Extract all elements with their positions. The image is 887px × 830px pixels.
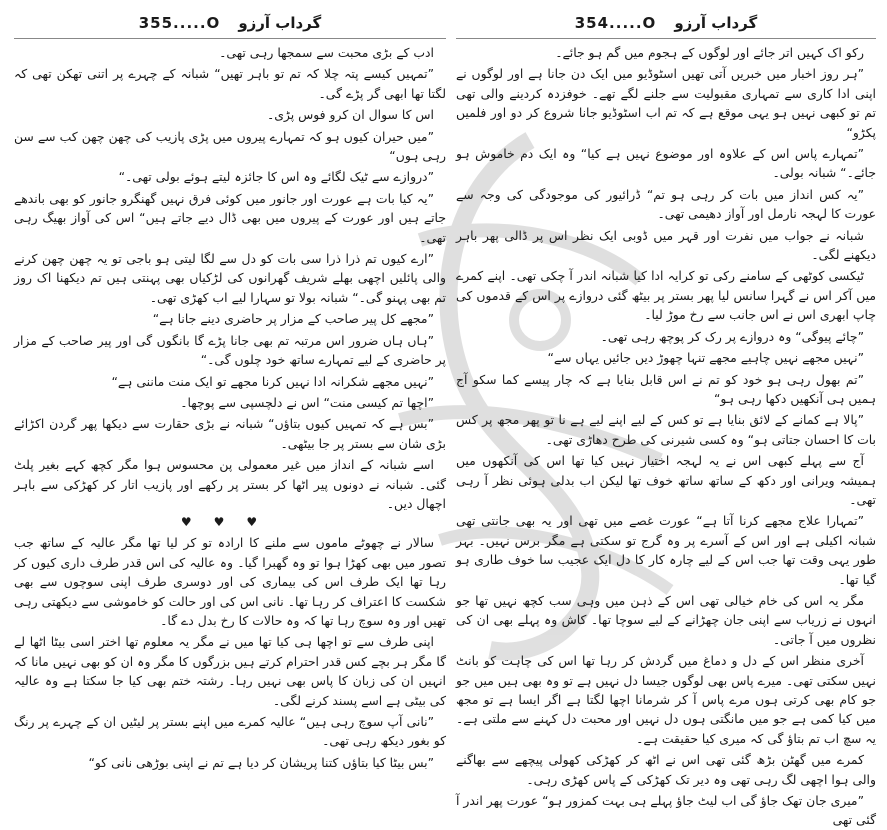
- paragraph: ”نہیں مجھے شکرانہ ادا نہیں کرنا مجھے تو ایک منت ماننی ہے“: [111, 373, 434, 389]
- paragraph: ”مجھے کل پیر صاحب کے مزار پر حاضری دینے جانا ہے“: [152, 311, 434, 327]
- paragraph: ”اچھا تم کیسی منت“ اس نے دلچسپی سے پوچھا۔: [180, 394, 434, 410]
- paragraph: ”میری جان تھک جاؤ گی اب لیٹ جاؤ پہلے ہی بہت کمزور ہو“ عورت پھر اندر آ گئی تھی: [456, 793, 876, 828]
- paragraph: ”تمہارے پاس اس کے علاوہ اور موضوع نہیں ہے کیا“ وہ ایک دم خاموش ہو جائے۔“ شبانہ بولی۔: [456, 146, 876, 181]
- paragraph: اپنی طرف سے تو اچھا ہی کیا تھا میں نے مگر یہ معلوم تھا اختر اسی بیٹا اٹھا لے گا مگر ہر بچے کس قدر احترام کرتے ہیں بزرگوں کا مگر وہ ان کو بھی نہیں مانا کہ انہیں ان کی زبان کا پاس بھی نہیں رہا۔ رشتہ ختم بھی کیا جا سکتا ہے وہ عالیہ کی بیٹی ہے اسے پسند کرنے لگی۔: [14, 634, 446, 708]
- paragraph: ”بس بیٹا کیا بتاؤں کتنا پریشان کر دیا ہے تم نے اپنی بوڑھی نانی کو“: [88, 754, 434, 770]
- paragraph: آخری منظر اس کے دل و دماغ میں گردش کر رہا تھا اس کی چاہت کو بانٹ نہیں سکتی تھی۔ میرے پاس بھی لوگوں جیسا دل نہیں ہے تو وہ بھی ہیں میں جو جو کام بھی کرتی ہوں مرے پاس آ کر شرمانا اچھا لگتا ہے اگر ایسا ہے تو مجھ میں کیا کمی ہے جو میں مانگتی ہوں دل نہیں اور محبت دل کہنے سے ملتی ہے۔ یہ سچ اب تم بتاؤ گی کہ میری کیا حقیقت ہے۔: [456, 653, 876, 746]
- section-divider: ♥♥♥: [180, 515, 280, 530]
- paragraph: ”نانی آپ سوچ رہی ہیں“ عالیہ کمرے میں اپنے بستر پر لیٹیں ان کے چہرے پر رنگ کو بغور دیکھ رہی تھی۔: [14, 714, 446, 749]
- paragraph: رکو اک کہیں اتر جائے اور لوگوں کے ہجوم میں گم ہو جائے۔: [555, 45, 864, 60]
- paragraph: ”نہیں مجھے نہیں چاہیے مجھے تنہا چھوڑ دیں جائیں یہاں سے“: [547, 350, 864, 366]
- paragraph: ”دروازے سے ٹیک لگائے وہ اس کا جائزہ لیتے ہوئے بولی تھی۔“: [118, 169, 434, 185]
- paragraph: ”تمہیں کیسے پتہ چلا کہ تم تو باہر تھیں“ شبانہ کے چہرے پر اتنی تھکن تھی کہ لگتا تھا ابھی گر پڑے گی۔: [14, 66, 446, 101]
- left-page: [14, 8, 446, 770]
- paragraph: ”ارے کیوں تم ذرا ذرا سی بات کو دل سے لگا لیتی ہو باجی تو یہ چھن چھن کرنے والی پائلیں اچھی بھلے شریف گھرانوں کی لڑکیاں بھی پہنتی ہیں تم دیکھنا اک روز تم بھی پہنو گی۔“ شبانہ بولا تو سہارا لیے اب کھڑی تھی۔: [14, 251, 446, 305]
- paragraph: اسے شبانہ کے انداز میں غیر معمولی پن محسوس ہوا مگر کچھ کہے بغیر پلٹ گئی۔ شبانہ نے دونوں پیر اٹھا کر بستر پر رکھے اور پازیب اتار کر کھڑکی سے باہر اچھال دیں۔: [14, 457, 446, 511]
- paragraph: ”ہاں ہاں ضرور اس مرتبہ تم بھی جانا پڑے گا بانگوں گی اور پیر صاحب کے مزار پر حاضری کے لیے تمہارے ساتھ خود چلوں گی۔“: [14, 332, 446, 368]
- book-title: گرداب آرزو: [238, 14, 322, 32]
- page-number: 355.....O: [138, 14, 221, 32]
- paragraph: ”ہر روز اخبار میں خبریں آتی تھیں اسٹوڈیو میں ایک دن جانا ہے اور لوگوں نے اپنی ادا کاری سے تمہاری مقبولیت سے جلنے لگے تھے۔ خوفزدہ کردینے والی تھی تم تو کبھی نہیں ہو یہی موقع ہے کہ تم اب اسٹوڈیو جانا شروع کر دو اور فلمیں پکڑو“: [456, 66, 876, 140]
- paragraph: سالار نے چھوٹے ماموں سے ملنے کا ارادہ تو کر لیا تھا مگر عالیہ کے ساتھ جب تصور میں بھی کھڑا ہوا تو وہ گھبرا گیا۔ وہ عالیہ کی اس قدر طرف داری کیوں کر رہا تھا ایک طرف اس کی بیماری کی اور دوسری طرف اپنی سوچوں سے بھی شکست کا اعتراف کر رہا تھا۔ نانی اس کی اور حالت کو خاموشی سے دیکھتی رہی تھیں اور وہ سوچ رہا تھا کہ وہ حالات کا رخ بدل دے گا۔: [14, 535, 446, 628]
- page-header: [456, 8, 876, 39]
- paragraph: ”پالا ہے کمانے کے لائق بنایا ہے تو کس کے لیے اپنے لیے ہے نا تو پھر مجھ پر کس بات کا احسان جتاتی ہو“ وہ کسی شیرنی کی طرح دھاڑی تھی۔: [456, 412, 876, 447]
- paragraph: ”یہ کیا بات ہے عورت اور جانور میں کوئی فرق نہیں گھنگرو جانور کو بھی باندھے جاتے ہیں اور عورت کے پیروں میں بھی ڈال دیے جاتے ہیں“ اس کی آواز بھیگ رہی تھی۔: [14, 190, 446, 245]
- page-header: [14, 8, 446, 39]
- paragraph: ”یہ کس انداز میں بات کر رہی ہو تم“ ڈرائیور کی موجودگی کی وجہ سے عورت کا لہجہ نارمل اور آواز دھیمی تھی۔: [456, 186, 876, 222]
- book-title: گرداب آرزو: [674, 14, 758, 32]
- right-page: [456, 8, 876, 828]
- paragraph: آج سے پہلے کبھی اس نے یہ لہجہ اختیار نہیں کیا تھا اس کی آنکھوں میں ہمیشہ ویرانی اور دکھ کے ساتھ ساتھ خوف تھا لیکن اب بدلی ہوئی نظر آ رہی تھی۔: [456, 453, 876, 507]
- paragraph: ”بس ہے کہ تمہیں کیوں بتاؤں“ شبانہ نے بڑی حقارت سے دیکھا پھر گردن اکڑائے بڑی شان سے بستر پر جا بیٹھی۔: [14, 416, 446, 451]
- paragraph: اس کا سوال ان کرو فوس پڑی۔: [266, 107, 434, 123]
- paragraph: ادب کے بڑی محبت سے سمجھا رہی تھی۔: [219, 45, 434, 60]
- paragraph: مگر یہ اس کی خام خیالی تھی اس کے ذہن میں وہی سب کچھ نہیں تھا جو انہوں نے زریاب سے اپنی جان چھڑانے کے لیے سوچا تھا۔ کاش وہ پہلے بھی ان کی نظروں میں آ جاتی۔: [456, 592, 876, 647]
- paragraph: ٹیکسی کوٹھی کے سامنے رکی تو کرایہ ادا کیا شبانہ اندر آ چکی تھی۔ اپنے کمرے میں آکر اس نے گہرا سانس لیا پھر بستر پر بیٹھ گئی دروازے پر اس کے قدموں کی چاپ ابھری اس نے اس جانب سے رخ موڑ لیا۔: [456, 268, 876, 323]
- paragraph: شبانہ نے جواب میں نفرت اور قہر میں ڈوبی ایک نظر اس پر ڈالی پھر باہر دیکھنے لگی۔: [456, 227, 876, 263]
- paragraph: ”چائے پیوگی“ وہ دروازے پر رک کر پوچھ رہی تھی۔: [600, 328, 864, 344]
- paragraph: ”تم بھول رہی ہو خود کو تم نے اس قابل بنایا ہے کہ چار پیسے کما سکو آج ہمیں ہی آنکھیں دکھا رہی ہو“: [456, 371, 876, 406]
- page-number: 354.....O: [574, 14, 657, 32]
- paragraph: کمرے میں گھٹن بڑھ گئی تھی اس نے اٹھ کر کھڑکی کھولی پیچھے سے بھاگنے والی ہوا اچھی لگ رہی تھی وہ دیر تک کھڑکی کے پاس کھڑی رہی۔: [456, 752, 876, 787]
- paragraph: ”میں حیران کیوں ہو کہ تمہارے پیروں میں پڑی پازیب کی چھن چھن کب سے سن رہی ہوں“: [14, 128, 446, 164]
- paragraph: ”تمہارا علاج مجھے کرنا آتا ہے“ عورت غصے میں تھی اور یہ بھی جانتی تھی شبانہ اکیلی ہے اور اس کے آسرے پر وہ گرج تو سکتی ہے مگر برس نہیں۔ بہر طور یہی وقت تھا جب اس کے لیے چارہ کار کا دل ایک عجیب سا خوف طاری ہو گیا تھا۔: [456, 513, 876, 587]
